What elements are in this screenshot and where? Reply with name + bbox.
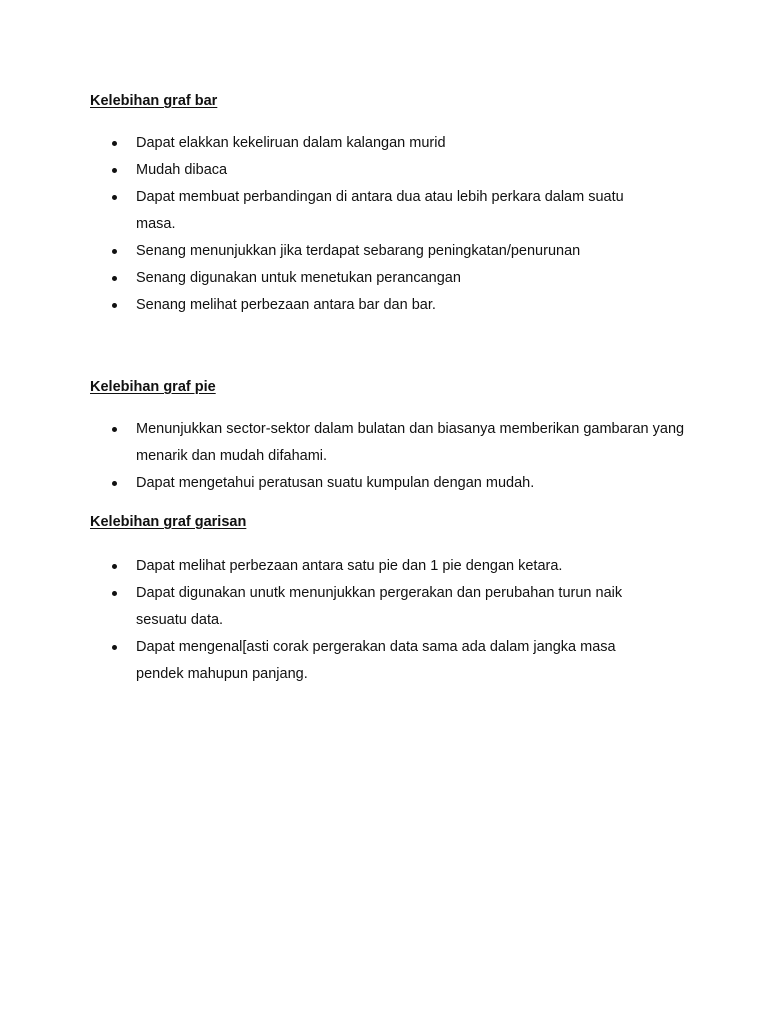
list-item-text: Mudah dibaca bbox=[136, 162, 228, 178]
list-item-text: Dapat melihat perbezaan antara satu pie dan 1 pie dengan ketara. bbox=[136, 558, 563, 574]
list-item bbox=[90, 157, 690, 184]
section-heading: Kelebihan graf bar bbox=[90, 93, 218, 109]
list-item-text: Dapat mengenal[asti corak pergerakan data sama ada dalam jangka masa pendek mahupun panjang. bbox=[136, 639, 616, 682]
bullet-icon bbox=[112, 141, 117, 146]
bullet-icon bbox=[112, 645, 117, 650]
bullet-icon bbox=[112, 168, 117, 173]
list-item bbox=[90, 184, 690, 238]
bullet-list bbox=[90, 553, 690, 688]
bullet-list bbox=[90, 130, 690, 319]
bullet-icon bbox=[112, 564, 117, 569]
bullet-icon bbox=[112, 591, 117, 596]
bullet-icon bbox=[112, 276, 117, 281]
section-heading: Kelebihan graf pie bbox=[90, 379, 216, 395]
list-item-text: Dapat digunakan unutk menunjukkan pergerakan dan perubahan turun naik sesuatu data. bbox=[136, 585, 623, 628]
list-item bbox=[90, 553, 690, 580]
list-item bbox=[90, 238, 690, 265]
bullet-icon bbox=[112, 195, 117, 200]
list-item-text: Senang menunjukkan jika terdapat sebarang peningkatan/penurunan bbox=[136, 243, 581, 259]
list-item bbox=[90, 416, 690, 470]
list-item bbox=[90, 265, 690, 292]
section-graf-garisan bbox=[90, 513, 690, 688]
list-item-text: Dapat mengetahui peratusan suatu kumpulan dengan mudah. bbox=[136, 475, 535, 491]
bullet-icon bbox=[112, 481, 117, 486]
list-item-text: Senang melihat perbezaan antara bar dan bar. bbox=[136, 297, 436, 313]
list-item-text: Menunjukkan sector-sektor dalam bulatan dan biasanya memberikan gambaran yang menarik dan mudah difahami. bbox=[136, 421, 685, 464]
list-item-text: Dapat membuat perbandingan di antara dua atau lebih perkara dalam suatu masa. bbox=[136, 189, 624, 232]
list-item bbox=[90, 292, 690, 319]
bullet-icon bbox=[112, 303, 117, 308]
list-item bbox=[90, 130, 690, 157]
section-graf-bar bbox=[90, 92, 690, 319]
bullet-icon bbox=[112, 427, 117, 432]
bullet-icon bbox=[112, 249, 117, 254]
list-item-text: Dapat elakkan kekeliruan dalam kalangan murid bbox=[136, 135, 446, 151]
list-item bbox=[90, 580, 690, 634]
bullet-list bbox=[90, 416, 690, 497]
section-graf-pie bbox=[90, 378, 690, 497]
section-heading: Kelebihan graf garisan bbox=[90, 514, 247, 530]
list-item bbox=[90, 470, 690, 497]
list-item-text: Senang digunakan untuk menetukan perancangan bbox=[136, 270, 461, 286]
list-item bbox=[90, 634, 690, 688]
